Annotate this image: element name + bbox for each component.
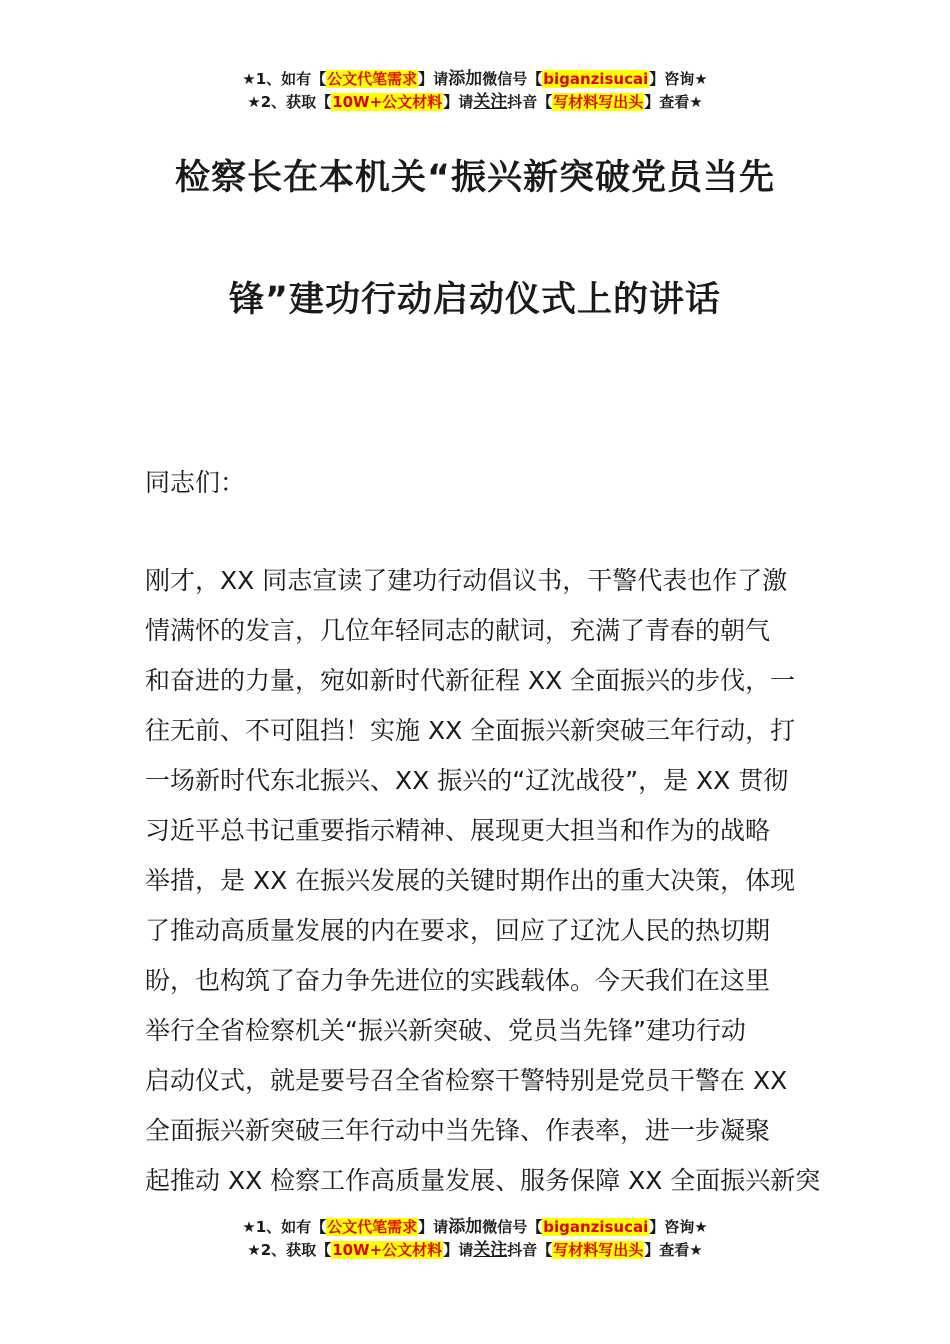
- paragraph-line: 刚才，XX 同志宣读了建功行动倡议书，干警代表也作了激: [145, 566, 788, 595]
- paragraph-line: 起推动 XX 检察工作高质量发展、服务保障 XX 全面振兴新突: [145, 1166, 821, 1195]
- document-title-line-2: 锋”建功行动启动仪式上的讲话: [228, 280, 721, 320]
- promo-line-2: [0, 1239, 950, 1262]
- promo-text: 】请: [418, 70, 449, 88]
- promo-text: ★2、获取【: [247, 1241, 332, 1259]
- promo-highlight: 10W+公文材料: [332, 93, 443, 111]
- promo-emphasis: 关注: [473, 92, 508, 112]
- promo-text: 】查看★: [644, 1241, 703, 1259]
- promo-emphasis: 添加: [448, 1217, 483, 1237]
- paragraph-line: 情满怀的发言，几位年轻同志的献词，充满了青春的朝气: [145, 616, 771, 645]
- douyin-id: 写材料写出头: [553, 1241, 644, 1259]
- paragraph-line: 举行全省检察机关“振兴新突破、党员当先锋”建功行动: [145, 1016, 746, 1045]
- paragraph-line: 和奋进的力量，宛如新时代新征程 XX 全面振兴的步伐，一: [145, 666, 796, 695]
- paragraph-line: 举措，是 XX 在振兴发展的关键时期作出的重大决策，体现: [145, 866, 796, 895]
- promo-text: 】请: [443, 1241, 474, 1259]
- body-paragraph: [145, 556, 821, 1206]
- promo-text: 】请: [443, 93, 474, 111]
- promo-text: 】咨询★: [649, 1218, 708, 1236]
- paragraph-line: 盼，也构筑了奋力争先进位的实践载体。今天我们在这里: [145, 966, 771, 995]
- salutation: 同志们：: [145, 468, 246, 497]
- document-title-line-1: 检察长在本机关“振兴新突破党员当先: [174, 158, 775, 198]
- paragraph-line: 一场新时代东北振兴、XX 振兴的“辽沈战役”，是 XX 贯彻: [145, 766, 789, 795]
- promo-text: ★1、如有【: [242, 70, 327, 88]
- promo-line-2: [0, 91, 950, 114]
- paragraph-line: 习近平总书记重要指示精神、展现更大担当和作为的战略: [145, 816, 771, 845]
- promo-line-1: [0, 1216, 950, 1239]
- promo-text: 微信号【: [482, 70, 543, 88]
- douyin-id: 写材料写出头: [553, 93, 644, 111]
- promo-text: ★1、如有【: [242, 1218, 327, 1236]
- promo-text: 微信号【: [482, 1218, 543, 1236]
- promo-header: [0, 68, 950, 114]
- promo-text: 】查看★: [644, 93, 703, 111]
- wechat-id: biganzisucai: [543, 70, 649, 88]
- promo-highlight: 10W+公文材料: [332, 1241, 443, 1259]
- promo-highlight: 公文代笔需求: [327, 1218, 418, 1236]
- promo-emphasis: 关注: [473, 1240, 508, 1260]
- wechat-id: biganzisucai: [543, 1218, 649, 1236]
- promo-emphasis: 添加: [448, 69, 483, 89]
- paragraph-line: 了推动高质量发展的内在要求，回应了辽沈人民的热切期: [145, 916, 771, 945]
- promo-text: 】请: [418, 1218, 449, 1236]
- promo-text: ★2、获取【: [247, 93, 332, 111]
- promo-text: 】咨询★: [649, 70, 708, 88]
- promo-line-1: [0, 68, 950, 91]
- promo-highlight: 公文代笔需求: [327, 70, 418, 88]
- paragraph-line: 全面振兴新突破三年行动中当先锋、作表率，进一步凝聚: [145, 1116, 771, 1145]
- paragraph-line: 往无前、不可阻挡！实施 XX 全面振兴新突破三年行动，打: [145, 716, 796, 745]
- paragraph-line: 启动仪式，就是要号召全省检察干警特别是党员干警在 XX: [145, 1066, 788, 1095]
- promo-text: 抖音【: [507, 1241, 553, 1259]
- promo-footer: [0, 1216, 950, 1262]
- promo-text: 抖音【: [507, 93, 553, 111]
